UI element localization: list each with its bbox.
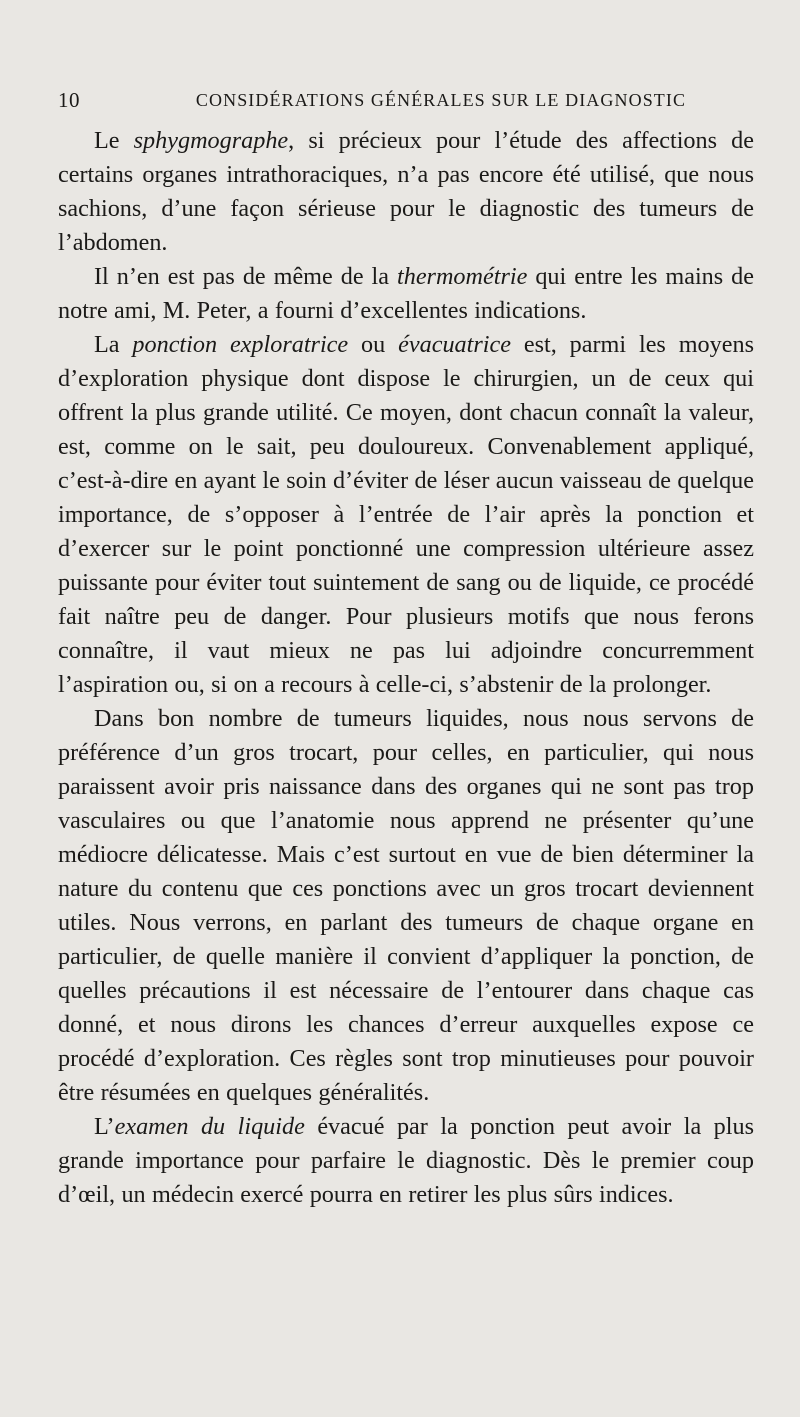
paragraph-trocart: [58, 702, 754, 1110]
paragraph-text: Le: [94, 127, 134, 154]
paragraph-text: Dans bon nombre de tumeurs liquides, nous nous servons de préférence d’un gros trocart, pour celles, en particulier, qui nous paraissent avoir pris naissance dans des organes qui ne sont pas trop vasculaires ou que l’anatomie nous apprend ne présenter qu’une médiocre délicatesse. Mais c’est surtout en vue de bien déterminer la nature du contenu que ces ponctions avec un gros trocart deviennent utiles. Nous verrons, en parlant des tumeurs de chaque organe en particulier, de quelle manière il convient d’appliquer la ponction, de quelles précautions il est nécessaire de l’entourer dans chaque cas donné, et nous dirons les chances d’erreur auxquelles expose ce procédé d’exploration. Ces règles sont trop minutieuses pour pouvoir être résumées en quelques généralités.: [58, 705, 754, 1106]
italic-term: ponction exploratrice: [132, 331, 349, 358]
paragraph-examen: [58, 1110, 754, 1212]
running-head: [58, 88, 752, 114]
italic-term: évacuatrice: [398, 331, 511, 358]
paragraph-text: La: [94, 331, 133, 358]
paragraph-sphygmographe: [58, 124, 754, 260]
page-number: 10: [58, 88, 80, 112]
running-title: CONSIDÉRATIONS GÉNÉRALES SUR LE DIAGNOSTIC: [195, 90, 687, 110]
italic-term: thermométrie: [397, 263, 528, 290]
paragraph-text: évacué par la ponction peut avoir la plus grande importance pour parfaire le diagnostic. Dès le premier coup d’œil, un médecin exercé pourra en retirer les plus sûrs indices.: [58, 1113, 754, 1208]
paragraph-thermometrie: [58, 260, 754, 328]
paragraph-text: Il n’en est pas de même de la: [94, 263, 397, 290]
paragraph-text: est, parmi les moyens d’exploration physique dont dispose le chirurgien, un de ceux qui offrent la plus grande utilité. Ce moyen, dont chacun connaît la valeur, est, comme on le sait, peu douloureux. Convenablement appliqué, c’est-à-dire en ayant le soin d’éviter de léser aucun vaisseau de quelque importance, de s’opposer à l’entrée de l’air après la ponction et d’exercer sur le point ponctionné une compression ultérieure assez puissante pour éviter tout suintement de sang ou de liquide, ce procédé fait naître peu de danger. Pour plusieurs motifs que nous ferons connaître, il vaut mieux ne pas lui adjoindre concurremment l’aspiration ou, si on a recours à celle-ci, s’abstenir de la prolonger.: [58, 331, 754, 698]
paragraph-ponction: [58, 328, 754, 702]
paragraph-text: L’: [94, 1113, 115, 1140]
paragraph-text: ou: [348, 331, 399, 358]
italic-term: sphygmographe: [133, 127, 289, 154]
paragraph-text: , si précieux pour l’étude des affections de certains organes intrathoraciques, n’a pas encore été utilisé, que nous sachions, d’une façon sérieuse pour le diagnostic des tumeurs de l’abdomen.: [58, 127, 754, 256]
paragraph-text: qui entre les mains de notre ami, M. Peter, a fourni d’excellentes indications.: [58, 263, 754, 324]
body-text: [58, 124, 754, 1212]
italic-term: examen du liquide: [114, 1113, 305, 1140]
